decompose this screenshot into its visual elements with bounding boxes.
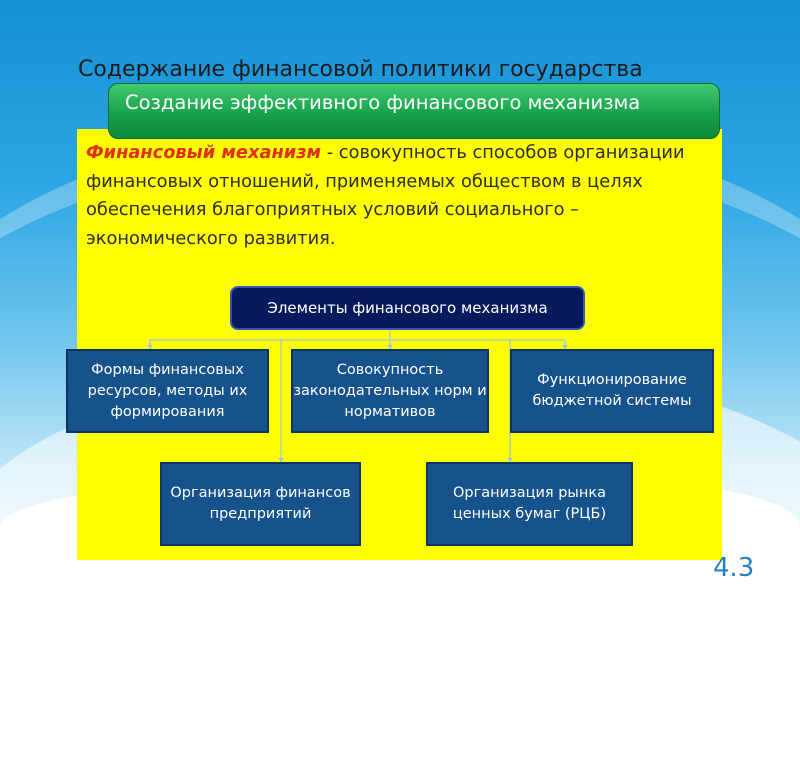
slide-title: Содержание финансовой политики государства — [78, 57, 643, 82]
diagram-box-budget-system — [510, 349, 714, 433]
diagram-box-legal-norms — [291, 349, 489, 433]
box-label: Организация финансов предприятий — [170, 485, 351, 522]
definition-body: - совокупность способов организации финансовых отношений, применяемых обществом в целях обеспечения благоприятных условий социального –экономического развития. — [86, 142, 685, 249]
box-label: Организация рынка ценных бумаг (РЦБ) — [452, 485, 607, 522]
page-number: 4.3 — [713, 553, 755, 583]
banner-box: Создание эффективного финансового механизма — [108, 83, 720, 139]
diagram-box-financial-resources — [66, 349, 269, 433]
diagram-box-securities-market — [426, 462, 633, 546]
definition-term: Финансовый механизм — [86, 142, 322, 163]
diagram-root-box: Элементы финансового механизма — [230, 286, 585, 330]
box-label: Функционирование бюджетной системы — [532, 372, 692, 409]
box-label: Формы финансовых ресурсов, методы их формирования — [87, 361, 248, 420]
box-label: Совокупность законодательных норм и нормативов — [293, 361, 487, 420]
diagram-box-enterprise-finance — [160, 462, 361, 546]
